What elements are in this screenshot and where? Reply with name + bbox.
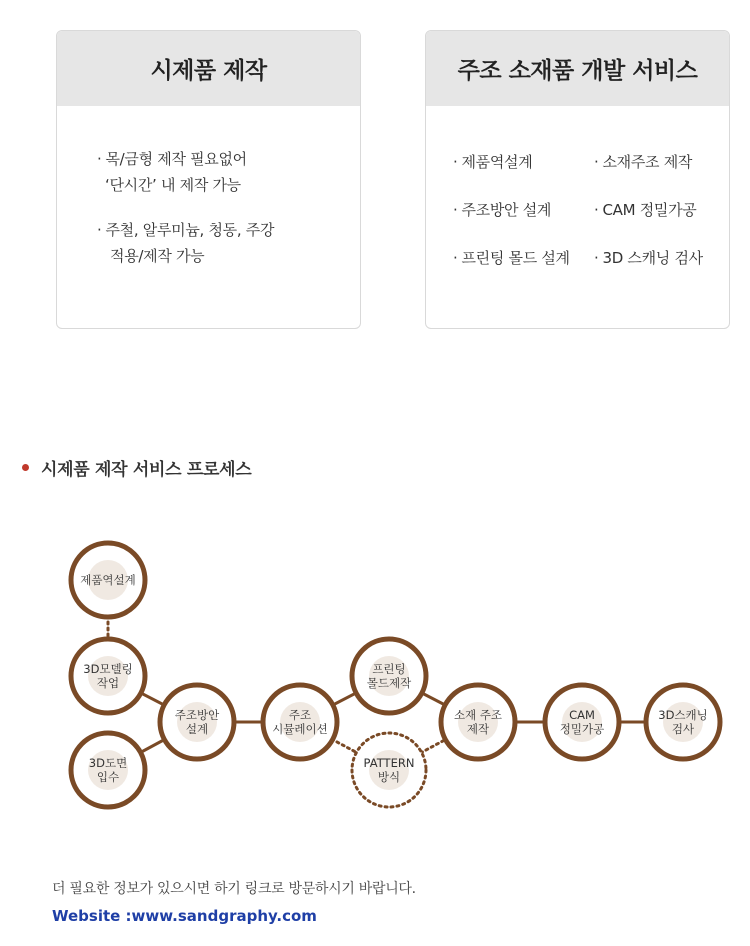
bullet-dot-icon bbox=[22, 464, 29, 471]
process-node-label: CAM bbox=[569, 708, 595, 722]
service-item: · 3D 스캐닝 검사 bbox=[594, 249, 703, 267]
process-node-label: 시뮬레이션 bbox=[272, 722, 328, 736]
service-item: · CAM 정밀가공 bbox=[594, 201, 697, 219]
process-node bbox=[545, 685, 619, 759]
process-node-label: 3D스캐닝 bbox=[658, 708, 708, 722]
process-node bbox=[160, 685, 234, 759]
process-node bbox=[646, 685, 720, 759]
process-node-label: 프린팅 bbox=[372, 662, 406, 676]
process-node bbox=[71, 733, 145, 807]
process-nodes bbox=[71, 543, 720, 807]
service-item: · 주조방안 설계 bbox=[453, 201, 552, 219]
process-node-label: 제품역설계 bbox=[80, 573, 136, 587]
process-node bbox=[263, 685, 337, 759]
process-node-label: 3D모델링 bbox=[83, 662, 133, 676]
process-node-label: 검사 bbox=[671, 722, 695, 736]
footer-note: 더 필요한 정보가 있으시면 하기 링크로 방문하시기 바랍니다. bbox=[52, 881, 416, 897]
process-node bbox=[352, 639, 426, 713]
prototype-bullet-2-line1: 주철, 알루미늄, 청동, 주강 bbox=[105, 221, 275, 239]
process-node-label: PATTERN bbox=[363, 756, 415, 770]
service-item: · 소재주조 제작 bbox=[594, 153, 693, 171]
process-node bbox=[71, 543, 145, 617]
service-item: · 제품역설계 bbox=[453, 153, 533, 171]
process-node-label: 주조 bbox=[288, 708, 312, 722]
casting-service-card bbox=[425, 30, 730, 329]
prototype-bullet-2-line2: 적용/제작 가능 bbox=[110, 247, 205, 265]
process-node bbox=[441, 685, 515, 759]
casting-service-card-title: 주조 소재품 개발 서비스 bbox=[426, 31, 729, 106]
process-node-label: 작업 bbox=[96, 676, 120, 690]
process-node-label: 설계 bbox=[185, 722, 209, 736]
process-node-label: 소재 주조 bbox=[453, 708, 503, 722]
prototype-bullet-1-line1: 목/금형 제작 필요없어 bbox=[105, 150, 247, 168]
process-node-label: 방식 bbox=[377, 770, 401, 784]
process-section-title-text: 시제품 제작 서비스 프로세스 bbox=[41, 460, 252, 480]
service-item: · 프린팅 몰드 설계 bbox=[453, 249, 570, 267]
process-node-label: 입수 bbox=[96, 770, 120, 784]
process-node-label: 몰드제작 bbox=[366, 676, 412, 690]
process-node-label: 정밀가공 bbox=[559, 722, 605, 736]
website-link[interactable]: Website :www.sandgraphy.com bbox=[52, 907, 317, 925]
process-node bbox=[71, 639, 145, 713]
prototype-card bbox=[56, 30, 361, 329]
process-node-label: 3D도면 bbox=[88, 756, 128, 770]
prototype-bullet-2: · 주철, 알루미늄, 청동, 주강 적용/제작 가능 bbox=[97, 217, 274, 269]
process-node-label: 제작 bbox=[466, 722, 490, 736]
prototype-card-title: 시제품 제작 bbox=[57, 31, 360, 106]
process-diagram bbox=[0, 520, 750, 820]
process-node-label: 주조방안 bbox=[174, 708, 220, 722]
prototype-bullet-1: · 목/금형 제작 필요없어 ‘단시간’ 내 제작 가능 bbox=[97, 146, 247, 198]
process-node bbox=[352, 733, 426, 807]
prototype-bullet-1-line2: ‘단시간’ 내 제작 가능 bbox=[105, 176, 241, 194]
process-section-title bbox=[22, 455, 251, 480]
